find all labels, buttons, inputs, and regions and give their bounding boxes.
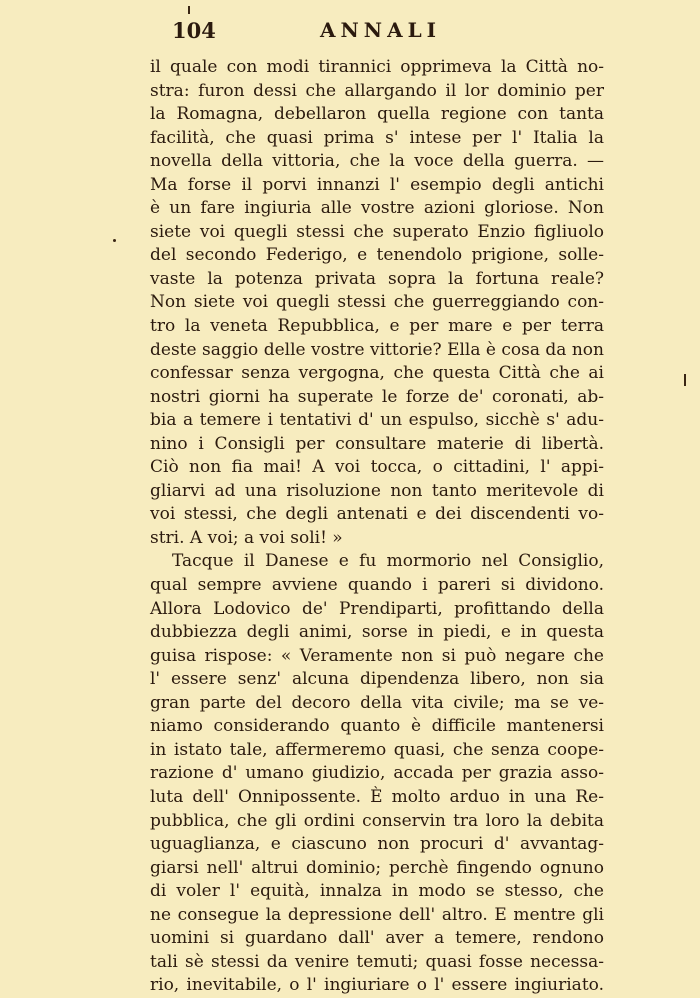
- text-line: niamo considerando quanto è difficile mantenersi: [150, 716, 604, 737]
- text-line: novella della vittoria, che la voce della guerra. —: [150, 151, 604, 172]
- text-line: è un fare ingiuria alle vostre azioni gloriose. Non: [150, 198, 604, 219]
- text-line: nino i Consigli per consultare materie di libertà.: [150, 433, 604, 454]
- text-line: qual sempre avviene quando i pareri si dividono.: [150, 575, 604, 596]
- text-line: stri. A voi; a voi soli! »: [150, 527, 343, 548]
- text-line: in istato tale, affermeremo quasi, che senza coope-: [150, 739, 604, 760]
- text-line: facilità, che quasi prima s' intese per l' Italia la: [150, 127, 604, 148]
- running-title: ANNALI: [320, 18, 442, 42]
- text-line: siete voi quegli stessi che superato Enzio figliuolo: [150, 221, 604, 242]
- text-line: l' essere senz' alcuna dipendenza libero, non sia: [150, 669, 604, 690]
- ink-speck: [113, 239, 116, 242]
- text-line: rio, inevitabile, o l' ingiuriare o l' essere ingiuriato.: [150, 975, 604, 996]
- text-line: pubblica, che gli ordini conservin tra loro la debita: [150, 810, 604, 831]
- ink-speck: [188, 6, 190, 14]
- text-line: uguaglianza, e ciascuno non procuri d' avvantag-: [150, 834, 604, 855]
- text-line: Ma forse il porvi innanzi l' esempio degli antichi: [150, 174, 604, 195]
- ink-speck: [684, 374, 686, 386]
- text-line: gran parte del decoro della vita civile; ma se ve-: [150, 692, 604, 713]
- text-line: gliarvi ad una risoluzione non tanto meritevole di: [150, 480, 604, 501]
- text-line: ne consegue la depressione dell' altro. E mentre gli: [150, 904, 604, 925]
- body-text: [150, 56, 604, 998]
- text-line: vaste la potenza privata sopra la fortuna reale?: [150, 268, 604, 289]
- page-header: [172, 18, 612, 48]
- paragraph-start-line: Tacque il Danese e fu mormorio nel Consiglio,: [172, 551, 604, 572]
- page-number: 104: [172, 18, 216, 43]
- text-line: deste saggio delle vostre vittorie? Ella è cosa da non: [150, 339, 604, 360]
- text-line: uomini si guardano dall' aver a temere, rendono: [150, 928, 604, 949]
- text-line: nostri giorni ha superate le forze de' coronati, ab-: [150, 386, 604, 407]
- text-line: di voler l' equità, innalza in modo se stesso, che: [150, 881, 604, 902]
- text-line: Allora Lodovico de' Prendiparti, profittando della: [150, 598, 604, 619]
- text-line: dubbiezza degli animi, sorse in piedi, e in questa: [150, 622, 604, 643]
- text-line: razione d' umano giudizio, accada per grazia asso-: [150, 763, 604, 784]
- text-line: voi stessi, che degli antenati e dei discendenti vo-: [150, 504, 604, 525]
- text-line: luta dell' Onnipossente. È molto arduo in una Re-: [150, 786, 604, 807]
- text-line: Non siete voi quegli stessi che guerreggiando con-: [150, 292, 604, 313]
- text-line: giarsi nell' altrui dominio; perchè fingendo ognuno: [150, 857, 604, 878]
- text-line: stra: furon dessi che allargando il lor dominio per: [150, 80, 604, 101]
- text-line: tro la veneta Repubblica, e per mare e per terra: [150, 316, 604, 337]
- text-line: il quale con modi tirannici opprimeva la Città no-: [150, 57, 604, 77]
- text-line: bia a temere i tentativi d' un espulso, sicchè s' adu-: [150, 410, 604, 431]
- text-line: del secondo Federigo, e tenendolo prigione, solle-: [150, 245, 604, 266]
- text-line: confessar senza vergogna, che questa Città che ai: [150, 363, 604, 384]
- text-line: la Romagna, debellaron quella regione con tanta: [150, 104, 604, 125]
- text-line: tali sè stessi da venire temuti; quasi fosse necessa-: [150, 951, 604, 972]
- text-line: guisa rispose: « Veramente non si può negare che: [150, 645, 604, 666]
- text-line: Ciò non fia mai! A voi tocca, o cittadini, l' appi-: [150, 457, 604, 478]
